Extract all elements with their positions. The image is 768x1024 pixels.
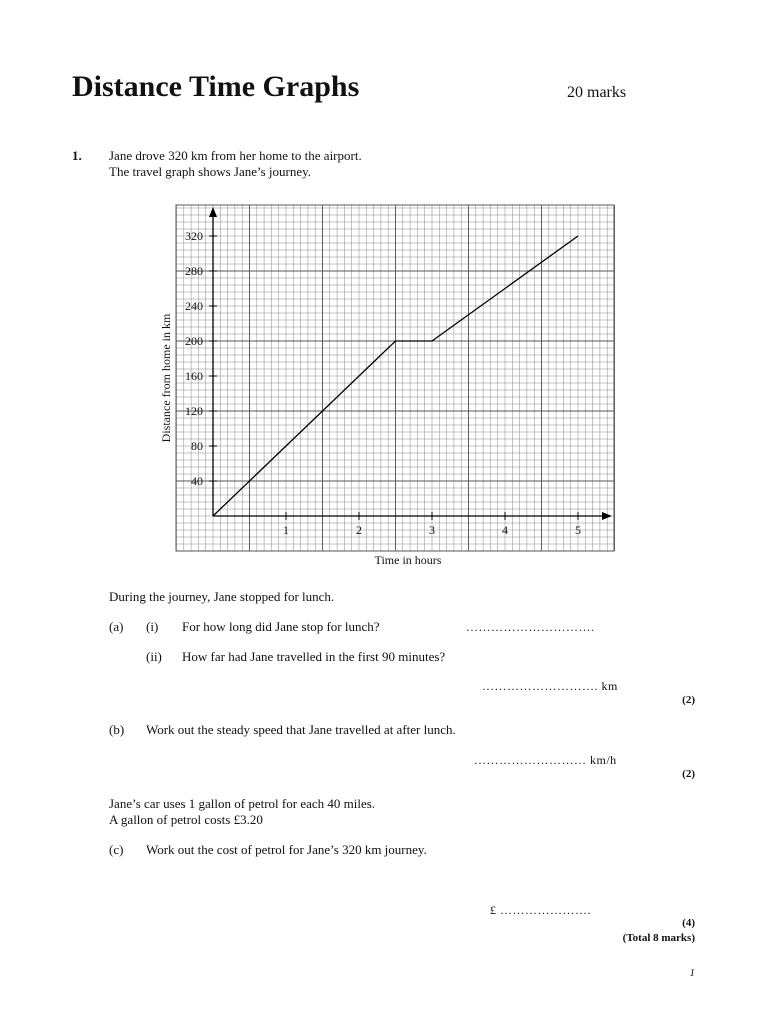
x-tick-label: 2 [356, 523, 362, 537]
y-axis-label: Distance from home in km [159, 313, 173, 443]
part-a-i-text: For how long did Jane stop for lunch? [182, 619, 380, 634]
y-tick-label: 280 [185, 264, 203, 278]
part-a-ii-label: (ii) [146, 649, 162, 664]
part-a-marks: (2) [682, 694, 695, 706]
petrol-line-2: A gallon of petrol costs £3.20 [109, 812, 263, 827]
x-tick-label: 3 [429, 523, 435, 537]
part-c-text: Work out the cost of petrol for Jane’s 320 km journey. [146, 842, 427, 857]
part-a-i-label: (i) [146, 619, 159, 634]
part-c-marks: (4) [682, 917, 695, 929]
y-tick-label: 40 [191, 474, 203, 488]
total-marks-footer: (Total 8 marks) [622, 932, 695, 944]
y-tick-label: 80 [191, 439, 203, 453]
petrol-line-1: Jane’s car uses 1 gallon of petrol for each 40 miles. [109, 796, 376, 811]
y-tick-label: 240 [185, 299, 203, 313]
x-tick-label: 5 [575, 523, 581, 537]
x-tick-label: 4 [502, 523, 508, 537]
y-axis-arrow [209, 207, 217, 217]
part-b-text: Work out the steady speed that Jane travelled at after lunch. [146, 722, 456, 737]
y-tick-label: 120 [185, 404, 203, 418]
part-a-ii-text: How far had Jane travelled in the first 90 minutes? [182, 649, 446, 664]
intro-line-1: Jane drove 320 km from her home to the airport. [109, 148, 362, 163]
part-b-answer-line[interactable]: ……………………… km/h [474, 753, 617, 767]
part-c-answer-line[interactable]: £ …………………. [490, 903, 591, 917]
y-tick-label: 200 [185, 334, 203, 348]
part-b-label: (b) [109, 722, 125, 737]
graph-axes [209, 207, 612, 520]
part-a-label: (a) [109, 619, 124, 634]
x-tick-label: 1 [283, 523, 289, 537]
question-number: 1. [72, 148, 82, 163]
page-title: Distance Time Graphs [72, 70, 360, 103]
x-axis-label: Time in hours [374, 553, 442, 567]
part-a-ii-answer-line[interactable]: ………………………. km [482, 679, 618, 693]
part-b-marks: (2) [682, 768, 695, 780]
page-number: 1 [689, 967, 695, 979]
part-c-label: (c) [109, 842, 124, 857]
y-tick-label: 320 [185, 229, 203, 243]
total-marks: 20 marks [567, 84, 627, 101]
y-tick-label: 160 [185, 369, 203, 383]
lunch-line: During the journey, Jane stopped for lunch. [109, 589, 335, 604]
intro-line-2: The travel graph shows Jane’s journey. [109, 164, 312, 179]
part-a-i-answer-line[interactable]: …………………………. [466, 620, 595, 634]
